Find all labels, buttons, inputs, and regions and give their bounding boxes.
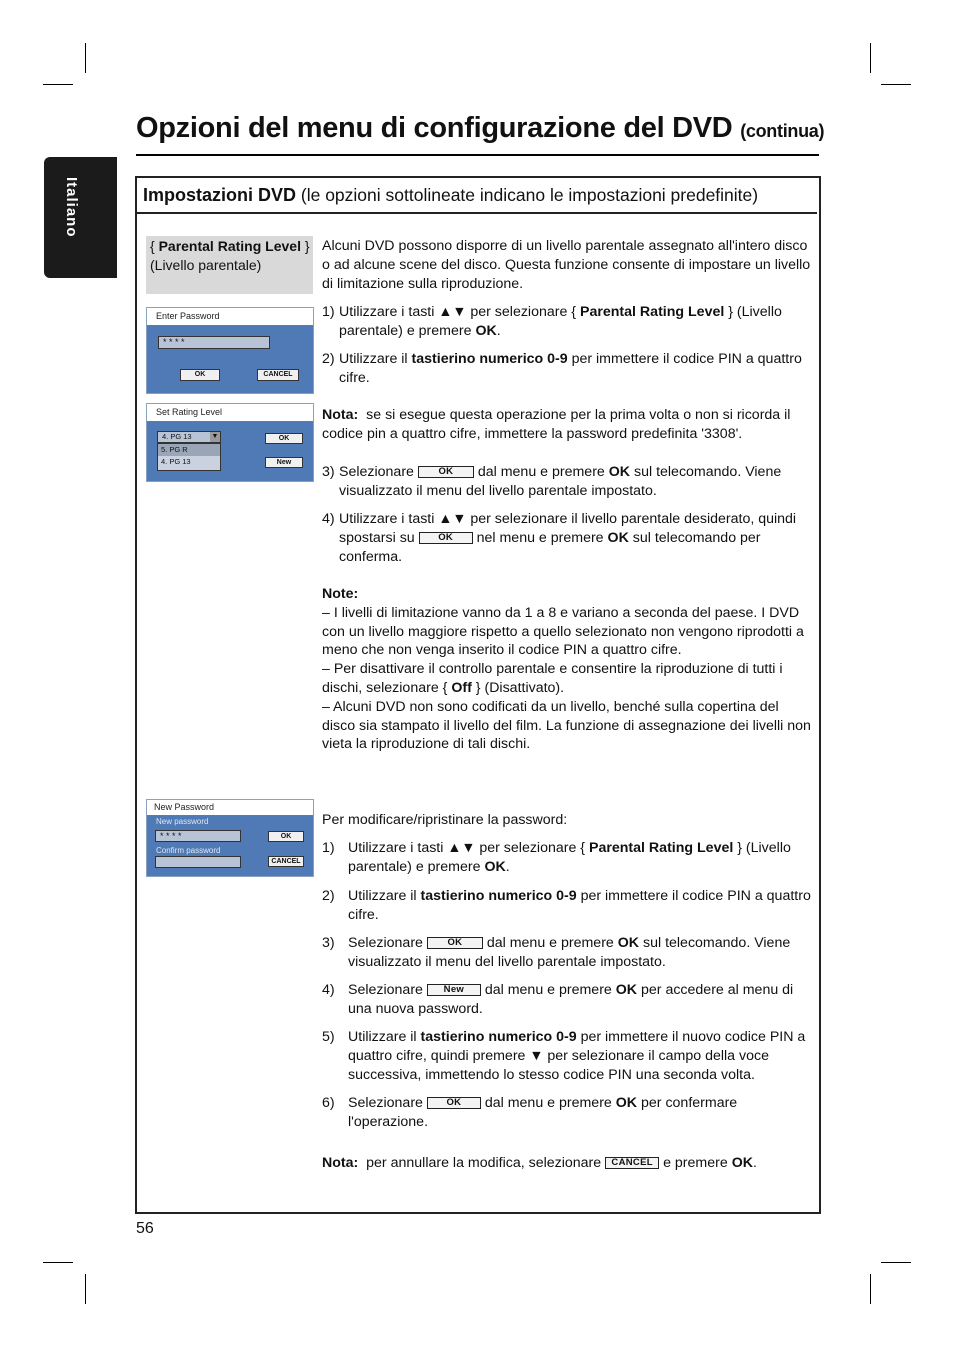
ok-button: OK <box>265 433 303 444</box>
step-text: dal menu e premere <box>484 982 612 998</box>
page-title <box>136 112 824 145</box>
step-text: Utilizzare i tasti ▲▼ per selezionare { <box>339 304 580 320</box>
section-title: Impostazioni DVD <box>143 185 297 205</box>
crop-mark <box>881 84 911 85</box>
step-text: Utilizzare il <box>348 888 421 904</box>
screen-title: New Password <box>147 800 313 816</box>
step-number: 3) <box>322 935 335 951</box>
step-2 <box>322 350 814 388</box>
step-text: Utilizzare i tasti ▲▼ per selezionare { <box>348 840 589 856</box>
note-text-bold: Off <box>451 679 472 696</box>
step-text: per immettere il codice PIN a quattro cifre. <box>339 351 802 386</box>
rating-option: 4. PG 13 <box>161 457 191 466</box>
step-number: 5) <box>322 1029 335 1045</box>
brace: { <box>150 238 159 254</box>
page-title-main: Opzioni del menu di configurazione del DVD <box>136 112 733 144</box>
ok-button: OK <box>268 831 304 842</box>
pw-step-6 <box>322 1094 814 1132</box>
dropdown-arrow-icon: ▼ <box>211 433 219 440</box>
page-title-suffix: (continua) <box>740 121 825 141</box>
step-text: sul telecomando. Viene visualizzato il menu del livello parentale impostato. <box>339 464 782 499</box>
step-text: sul telecomando. Viene visualizzato il menu del livello parentale impostato. <box>348 935 791 970</box>
note-label: Nota: <box>322 1155 359 1171</box>
key-ok: OK <box>608 464 631 480</box>
step-text: Selezionare <box>348 1095 423 1111</box>
step-text-bold: tastierino numerico 0-9 <box>411 351 568 367</box>
note-item: – Alcuni DVD non sono codificati da un livello, benché sulla copertina del disco sia stampato il livello del film. La funzione di assegnazione dei livelli non vieta la riproduzione di tali dischi. <box>322 698 811 753</box>
step-text: } (Livello parentale) e premere <box>339 304 782 339</box>
new-password-screen <box>146 799 314 877</box>
step-number: 2) <box>322 888 335 904</box>
pw-step-2 <box>322 887 814 925</box>
ok-button-image: OK <box>418 466 474 478</box>
crop-mark <box>43 84 73 85</box>
rating-option: 5. PG R <box>158 444 220 456</box>
crop-mark <box>870 43 871 73</box>
pw-step-3 <box>322 934 814 972</box>
pw-step-1 <box>322 839 814 877</box>
note-text: . <box>752 1155 757 1171</box>
new-password-field: * * * * <box>155 830 241 842</box>
section-header <box>137 180 817 214</box>
section-subtitle: (le opzioni sottolineate indicano le impostazioni predefinite) <box>300 185 759 205</box>
step-text: nel menu e premere <box>476 529 604 546</box>
step-text: per confermare l'operazione. <box>348 1095 738 1130</box>
brace: } <box>300 238 310 254</box>
step-text: . <box>505 858 510 875</box>
key-ok: OK <box>607 529 629 546</box>
cancel-button-image: CANCEL <box>605 1157 659 1169</box>
option-label-box <box>146 236 313 294</box>
rating-selected: 4. PG 13 <box>162 432 192 441</box>
note-text: – Per disattivare il controllo parentale e consentire la riproduzione di tutti i dischi, selezionare { <box>322 661 783 696</box>
crop-mark <box>43 1262 73 1263</box>
new-button: New <box>265 457 303 468</box>
key-ok: OK <box>615 1095 638 1111</box>
set-rating-screen <box>146 403 314 482</box>
step-text: } (Livello parentale) e premere <box>348 840 791 875</box>
step-text: per immettere il codice PIN a quattro cifre. <box>348 888 811 923</box>
intro-paragraph: Alcuni DVD possono disporre di un livello parentale assegnato all'intero disco o ad alcune scene del disco. Questa funzione consente di impostare un livello di limitazione sulla riproduzione. <box>322 238 811 292</box>
crop-mark <box>85 43 86 73</box>
language-tab <box>44 157 117 278</box>
change-password-intro: Per modificare/ripristinare la password: <box>322 812 568 828</box>
note-text: se si esegue questa operazione per la prima volta o non si ricorda il codice pin a quattro cifre, immettere la password predefinita '3308'. <box>322 407 791 442</box>
title-divider <box>136 154 819 156</box>
new-password-label: New password <box>156 817 209 826</box>
step-text-bold: tastierino numerico 0-9 <box>420 888 577 904</box>
key-ok: OK <box>475 322 497 339</box>
rating-list <box>157 443 221 471</box>
ok-button: OK <box>180 369 220 381</box>
step-4 <box>322 510 814 566</box>
crop-mark <box>85 1274 86 1304</box>
pw-step-5 <box>322 1028 814 1084</box>
option-name: Parental Rating Level <box>158 238 301 254</box>
new-button-image: New <box>427 984 481 996</box>
step-text: Selezionare <box>348 935 423 951</box>
step-text: dal menu e premere <box>484 1095 612 1111</box>
option-name-it: (Livello parentale) <box>150 257 262 273</box>
step-1 <box>322 303 814 341</box>
password-field: * * * * <box>158 336 270 349</box>
screen-title: Set Rating Level <box>147 404 313 422</box>
crop-mark <box>870 1274 871 1304</box>
rating-select <box>157 431 221 443</box>
ok-button-image: OK <box>427 1097 481 1109</box>
step-number: 4) <box>322 982 335 998</box>
step-text-bold: Parental Rating Level <box>580 304 725 320</box>
confirm-password-field <box>155 856 241 868</box>
step-number: 1) <box>322 304 335 320</box>
ok-button-image: OK <box>427 937 483 949</box>
step-number: 4) <box>322 511 335 527</box>
notes-label: Note: <box>322 586 359 602</box>
note-item: – I livelli di limitazione vanno da 1 a 8 e variano a seconda del paese. I DVD con un livello maggiore rispetto a quello selezionato non vengono riprodotti a meno che non venga inserito il codice PIN a quattro cifre. <box>322 604 804 659</box>
key-ok: OK <box>484 858 506 875</box>
enter-password-screen <box>146 307 314 394</box>
note-text: e premere <box>663 1155 728 1171</box>
key-ok: OK <box>731 1155 753 1171</box>
key-ok: OK <box>617 935 640 951</box>
step-text: Utilizzare i tasti ▲▼ per selezionare il livello parentale desiderato, quindi spostarsi su <box>339 511 797 546</box>
crop-mark <box>881 1262 911 1263</box>
step-text: per immettere il nuovo codice PIN a quattro cifre, quindi premere ▼ per selezionare il campo della voce successiva, immettendo lo stesso codice PIN una seconda volta. <box>348 1029 806 1083</box>
note-label: Nota: <box>322 407 359 423</box>
step-text: Utilizzare il <box>348 1029 421 1045</box>
step-number: 3) <box>322 464 335 480</box>
step-number: 1) <box>322 840 335 856</box>
step-text: Selezionare <box>348 982 423 998</box>
note-text: } (Disattivato). <box>471 679 565 696</box>
step-text: dal menu e premere <box>486 935 614 951</box>
step-3 <box>322 463 814 501</box>
screen-title: Enter Password <box>147 308 313 326</box>
step-text: per accedere al menu di una nuova password. <box>348 982 794 1017</box>
step-text: Selezionare <box>339 464 414 480</box>
step-text-bold: Parental Rating Level <box>589 840 734 856</box>
pw-step-4 <box>322 981 814 1019</box>
notes-block <box>322 585 814 754</box>
step-text-bold: tastierino numerico 0-9 <box>420 1029 577 1045</box>
step-number: 6) <box>322 1095 335 1111</box>
step-number: 2) <box>322 351 335 367</box>
note-text: per annullare la modifica, selezionare <box>366 1155 602 1171</box>
page-number: 56 <box>136 1220 154 1237</box>
key-ok: OK <box>615 982 638 998</box>
step-text: sul telecomando per conferma. <box>339 529 761 565</box>
note-cancel <box>322 1154 814 1173</box>
confirm-password-label: Confirm password <box>156 846 221 855</box>
note-item <box>322 660 814 698</box>
cancel-button: CANCEL <box>268 856 304 867</box>
step-text: dal menu e premere <box>477 464 605 480</box>
language-tab-label: Italiano <box>63 177 80 238</box>
step-text: . <box>496 322 501 339</box>
cancel-button: CANCEL <box>257 369 299 381</box>
ok-button-image: OK <box>419 532 473 544</box>
note-default-password <box>322 406 814 444</box>
step-text: Utilizzare il <box>339 351 412 367</box>
